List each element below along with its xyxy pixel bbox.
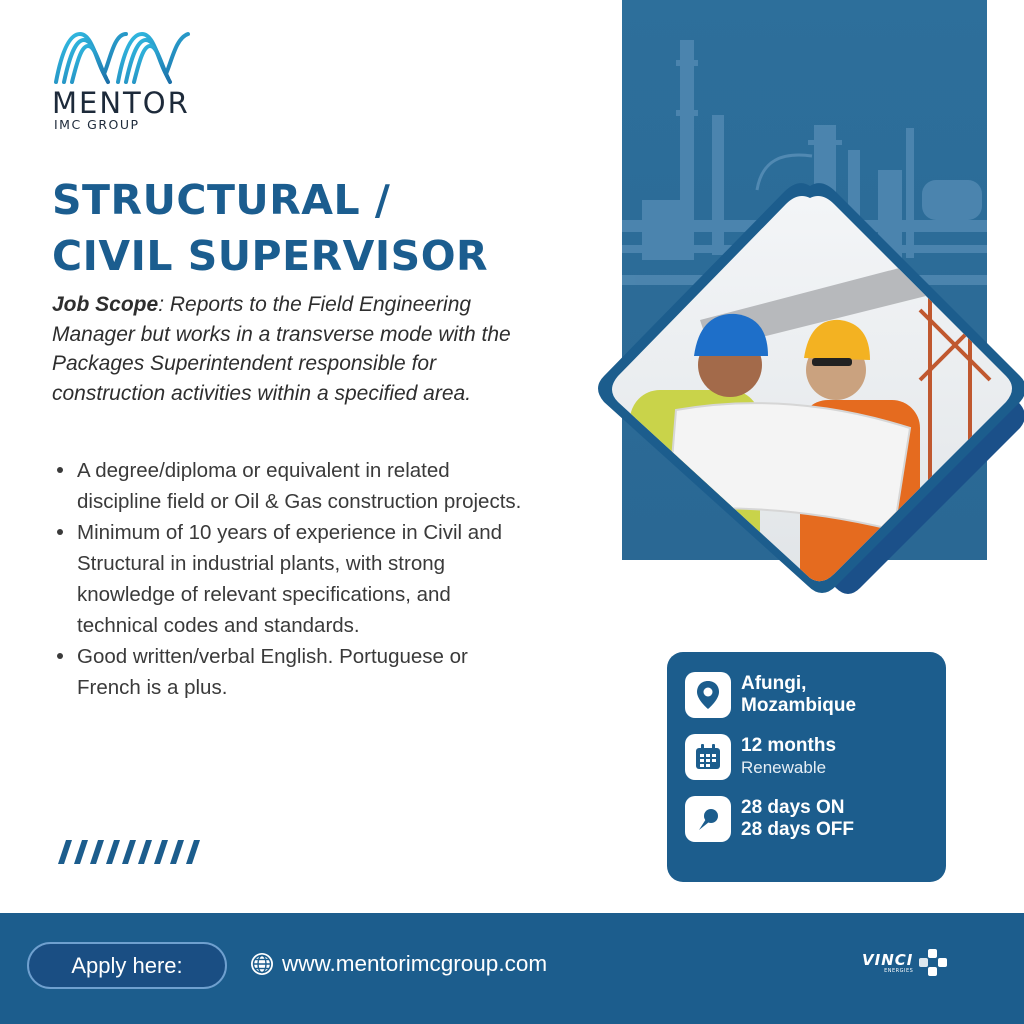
- location-city: Afungi,: [741, 673, 807, 694]
- apply-button[interactable]: Apply here:: [27, 942, 227, 989]
- requirement-text: Minimum of 10 years of experience in Civil and Structural in industrial plants, with strong knowledge of relevant specifications, and technical codes and standards.: [77, 521, 502, 637]
- decorative-stripes: [52, 840, 202, 864]
- bullet-icon: [57, 467, 63, 473]
- logo-name: MENTOR: [52, 86, 190, 120]
- duration-row: [685, 734, 836, 780]
- bullet-icon: [57, 529, 63, 535]
- list-item: [52, 641, 532, 703]
- website-url: www.mentorimcgroup.com: [282, 951, 548, 976]
- pushpin-icon: [685, 796, 731, 842]
- job-scope-label: Job Scope: [52, 293, 159, 316]
- job-title-line-2: CIVIL SUPERVISOR: [52, 232, 489, 280]
- duration-value: 12 months: [741, 735, 837, 756]
- location-country: Mozambique: [741, 695, 857, 716]
- requirement-text: A degree/diploma or equivalent in related discipline field or Oil & Gas construction projects.: [77, 459, 522, 513]
- mentor-logo-mark: [52, 30, 192, 86]
- rotation-row: [685, 796, 854, 842]
- mentor-logo: [52, 30, 202, 132]
- location-pin-icon: [685, 672, 731, 718]
- requirements-list: [52, 455, 532, 703]
- job-scope: [52, 290, 552, 408]
- logo-subtitle: IMC GROUP: [54, 117, 140, 132]
- globe-icon: [250, 952, 274, 976]
- job-scope-text: : Reports to the Field Engineering Manager but works in a transverse mode with the Packages Superintendent responsible for construction activities within a specified area.: [52, 293, 511, 405]
- vinci-energies-logo: [862, 951, 950, 977]
- requirement-text: Good written/verbal English. Portuguese or French is a plus.: [77, 645, 468, 699]
- vinci-subtitle: ENERGIES: [884, 968, 914, 974]
- footer-bar: [0, 913, 1024, 1024]
- calendar-icon: [685, 734, 731, 780]
- job-details-card: [667, 652, 946, 882]
- location-row: [685, 672, 856, 718]
- rotation-on: 28 days ON: [741, 797, 845, 818]
- job-title-line-1: STRUCTURAL /: [52, 176, 391, 224]
- vinci-wordmark: VINCI: [862, 951, 914, 969]
- job-title: [52, 172, 488, 284]
- duration-note: Renewable: [741, 758, 827, 777]
- bullet-icon: [57, 653, 63, 659]
- rotation-off: 28 days OFF: [741, 819, 854, 840]
- list-item: [52, 517, 532, 641]
- list-item: [52, 455, 532, 517]
- workers-photo: [590, 180, 1024, 620]
- website-link[interactable]: [250, 951, 547, 977]
- vinci-cross-icon: [916, 947, 950, 977]
